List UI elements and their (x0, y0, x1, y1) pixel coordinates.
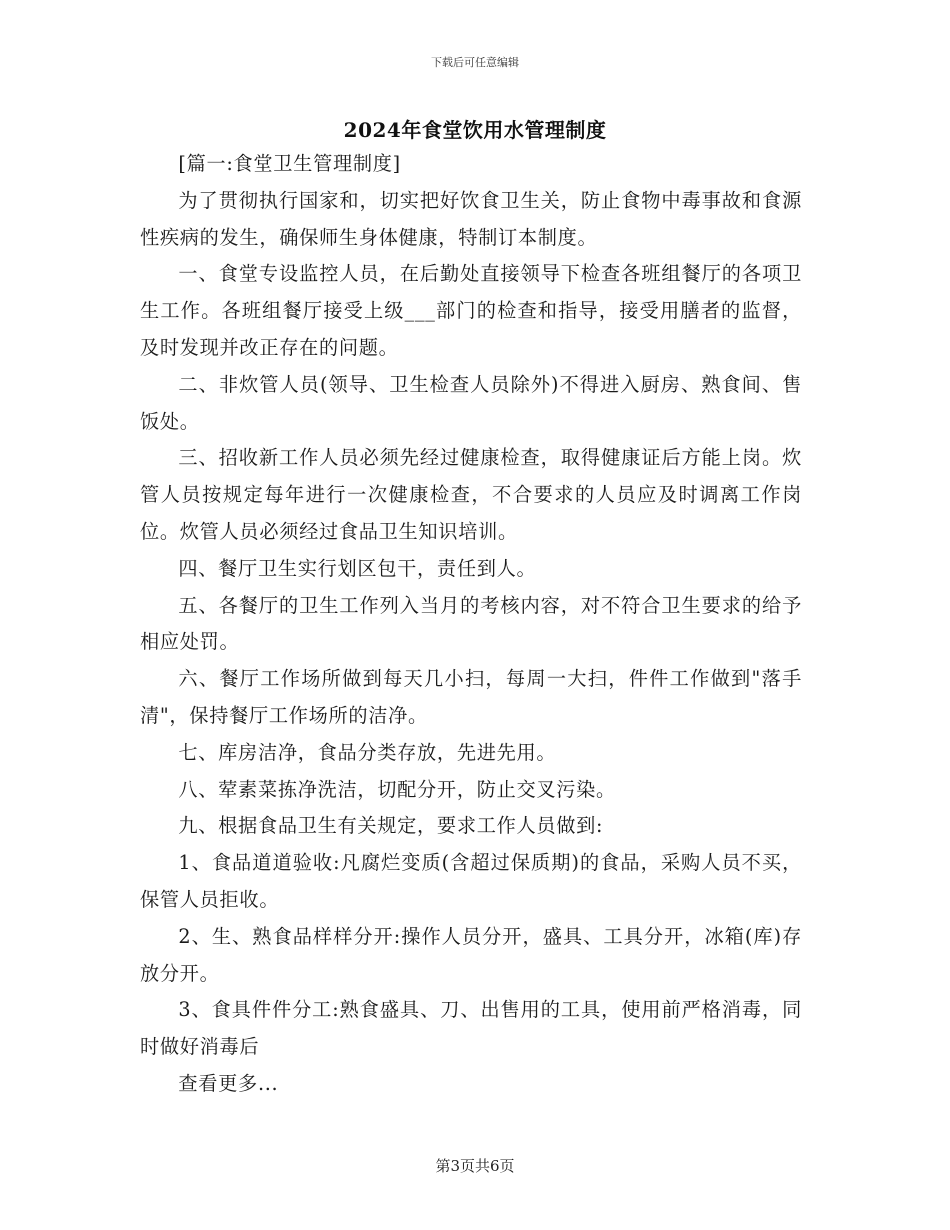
paragraph-rule-8: 八、荤素菜拣净洗洁，切配分开，防止交叉污染。 (178, 777, 616, 801)
paragraph-item-2: 2、生、熟食品样样分开:操作人员分开，盛具、工具分开，冰箱(库)存放分开。 (140, 924, 802, 985)
paragraph-rule-3: 三、招收新工作人员必须先经过健康检查，取得健康证后方能上岗。炊管人员按规定每年进行一次健康检查，不合要求的人员应及时调离工作岗位。炊管人员必须经过食品卫生知识培训。 (140, 446, 802, 543)
paragraph-intro: 为了贯彻执行国家和，切实把好饮食卫生关，防止食物中毒事故和食源性疾病的发生，确保师生身体健康，特制订本制度。 (140, 188, 802, 249)
paragraph-rule-2: 二、非炊管人员(领导、卫生检查人员除外)不得进入厨房、熟食间、售饭处。 (140, 372, 802, 433)
page-header-note: 下载后可任意编辑 (431, 56, 519, 69)
paragraph-item-3: 3、食具件件分工:熟食盛具、刀、出售用的工具，使用前严格消毒，同时做好消毒后 (140, 998, 802, 1059)
section-heading: [篇一:食堂卫生管理制度] (178, 152, 401, 175)
paragraph-rule-4: 四、餐厅卫生实行划区包干，责任到人。 (178, 556, 537, 580)
paragraph-rule-7: 七、库房洁净，食品分类存放，先进先用。 (178, 740, 557, 764)
paragraph-rule-9: 九、根据食品卫生有关规定，要求工作人员做到: (178, 814, 604, 838)
paragraph-item-1: 1、食品道道验收:凡腐烂变质(含超过保质期)的食品，采购人员不买，保管人员拒收。 (140, 851, 802, 911)
page-number-footer: 第3页共6页 (435, 1157, 515, 1175)
document-body (140, 146, 802, 1103)
view-more-link[interactable]: 查看更多... (178, 1071, 279, 1095)
paragraph-rule-5: 五、各餐厅的卫生工作列入当月的考核内容，对不符合卫生要求的给予相应处罚。 (140, 593, 802, 654)
paragraph-rule-1: 一、食堂专设监控人员，在后勤处直接领导下检查各班组餐厅的各项卫生工作。各班组餐厅接受上级___部门的检查和指导，接受用膳者的监督，及时发现并改正存在的问题。 (140, 262, 802, 359)
document-title: 2024年食堂饮用水管理制度 (343, 118, 607, 142)
paragraph-rule-6: 六、餐厅工作场所做到每天几小扫，每周一大扫，件件工作做到"落手清"，保持餐厅工作场所的洁净。 (140, 667, 802, 727)
